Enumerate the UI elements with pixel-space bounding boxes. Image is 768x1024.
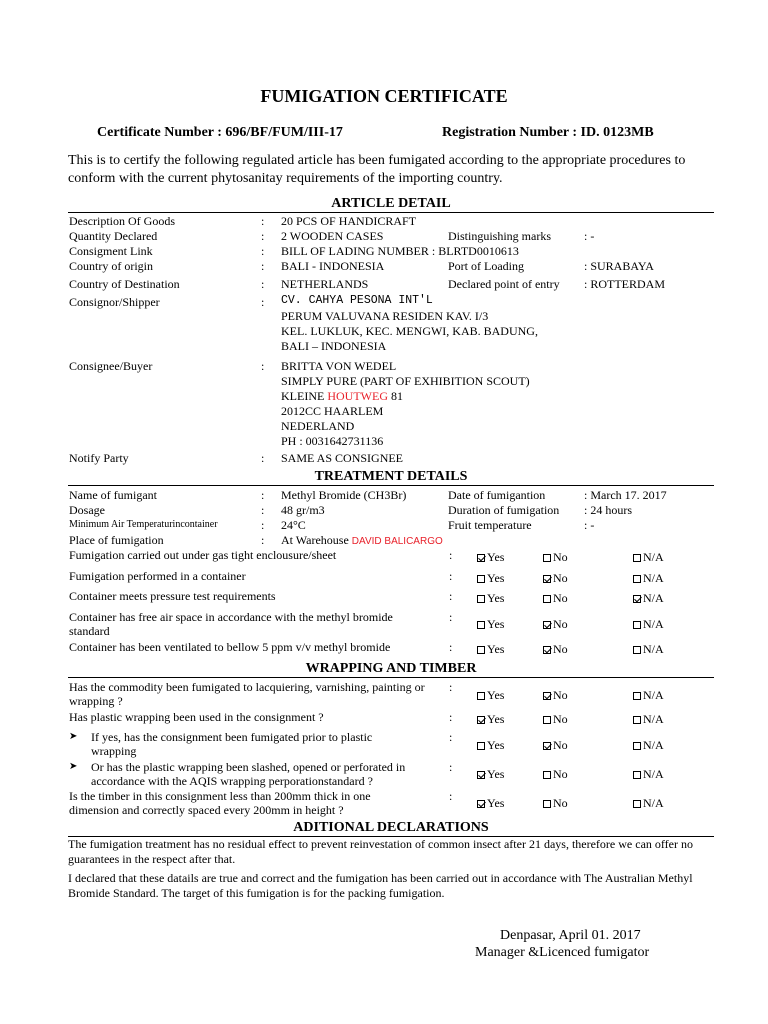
duration-label: Duration of fumigation	[448, 503, 560, 517]
origin-label: Country of origin	[69, 259, 153, 273]
option-label: N/A	[643, 591, 664, 605]
option-label: Yes	[487, 617, 505, 631]
divider	[68, 677, 714, 678]
colon: :	[261, 214, 265, 228]
option-label: No	[553, 571, 568, 585]
arrow-bullet-icon: ➤	[69, 761, 78, 772]
consignor-line: KEL. LUKLUK, KEC. MENGWI, KAB. BADUNG,	[281, 324, 538, 338]
certificate-title: FUMIGATION CERTIFICATE	[260, 86, 508, 106]
checkbox-icon	[477, 595, 485, 603]
option-label: Yes	[487, 571, 505, 585]
option-label: Yes	[487, 591, 505, 605]
option-no[interactable]	[543, 591, 568, 606]
marks-value: : -	[584, 229, 595, 243]
registration-number: Registration Number : ID. 0123MB	[442, 125, 654, 140]
destination-label: Country of Destination	[69, 277, 180, 291]
entry-label: Declared point of entry	[448, 277, 560, 291]
option-label: N/A	[643, 617, 664, 631]
declaration-text: The fumigation treatment has no residual effect to prevent reinvestation of common insect after 21 days, therefore we can offer no guarantees in the respect after that.	[68, 837, 693, 866]
option-label: Yes	[487, 550, 505, 564]
consignee-street-c: 81	[387, 389, 403, 403]
checkbox-icon	[543, 800, 551, 808]
description-label: Description Of Goods	[69, 214, 175, 228]
consignee-street-a: KLEINE	[281, 389, 328, 403]
consignee-line: BRITTA VON WEDEL	[281, 359, 397, 373]
option-na[interactable]	[633, 712, 664, 727]
option-na[interactable]	[633, 591, 664, 606]
duration-value: : 24 hours	[584, 503, 632, 517]
consignee-line	[281, 389, 403, 404]
certificate-number: Certificate Number : 696/BF/FUM/III-17	[97, 125, 343, 140]
checkbox-icon	[543, 716, 551, 724]
option-label: No	[553, 617, 568, 631]
destination-value: NETHERLANDS	[281, 277, 369, 291]
checkbox-icon	[477, 742, 485, 750]
consignee-line: SIMPLY PURE (PART OF EXHIBITION SCOUT)	[281, 374, 530, 388]
option-no[interactable]	[543, 617, 568, 632]
checkbox-icon	[477, 621, 485, 629]
checkbox-icon	[633, 800, 641, 808]
question-text: Container has been ventilated to bellow 5 ppm v/v methyl bromide	[69, 640, 391, 654]
checkbox-icon	[633, 771, 641, 779]
place-label: Place of fumigation	[69, 533, 164, 547]
option-na[interactable]	[633, 617, 664, 632]
checked-box-icon	[543, 621, 551, 629]
option-no[interactable]	[543, 571, 568, 586]
option-label: N/A	[643, 712, 664, 726]
consignor-label: Consignor/Shipper	[69, 295, 160, 309]
fruit-temperature-label: Fruit temperature	[448, 518, 532, 532]
colon: :	[261, 503, 265, 517]
signatory-title: Manager &Licenced fumigator	[475, 945, 650, 960]
option-label: Yes	[487, 712, 505, 726]
checkbox-icon	[477, 575, 485, 583]
colon: :	[449, 640, 453, 654]
question-text: Fumigation carried out under gas tight enclousure/sheet	[69, 548, 337, 562]
option-label: Yes	[487, 767, 505, 781]
place-value	[281, 533, 443, 548]
option-label: N/A	[643, 738, 664, 752]
checkbox-icon	[633, 646, 641, 654]
option-yes[interactable]	[477, 642, 504, 657]
checked-box-icon	[543, 692, 551, 700]
colon: :	[449, 589, 453, 603]
option-na[interactable]	[633, 767, 664, 782]
origin-value: BALI - INDONESIA	[281, 259, 385, 273]
option-yes[interactable]	[477, 571, 504, 586]
notify-label: Notify Party	[69, 451, 129, 465]
consignor-line: BALI – INDONESIA	[281, 339, 387, 353]
checkbox-icon	[543, 554, 551, 562]
checkbox-icon	[633, 692, 641, 700]
option-na[interactable]	[633, 571, 664, 586]
question-text: Has plastic wrapping been used in the consignment ?	[69, 710, 324, 724]
colon: :	[449, 789, 453, 803]
question-text: Has the commodity been fumigated to lacquiering, varnishing, painting or wrapping ?	[69, 680, 425, 708]
colon: :	[261, 295, 265, 309]
temperature-label: Minimum Air Temperaturincontainer	[69, 519, 218, 530]
option-label: No	[553, 796, 568, 810]
option-yes[interactable]	[477, 767, 504, 782]
question-text: If yes, has the consignment been fumigated prior to plastic wrapping	[91, 730, 373, 758]
description-value: 20 PCS OF HANDICRAFT	[281, 214, 417, 228]
option-label: N/A	[643, 767, 664, 781]
date-label: Date of fumigantion	[448, 488, 546, 502]
option-no[interactable]	[543, 642, 568, 657]
option-na[interactable]	[633, 688, 664, 703]
question-text: Is the timber in this consignment less than 200mm thick in one dimension and correctly spaced every 200mm in height ?	[69, 789, 371, 817]
checkbox-icon	[633, 554, 641, 562]
temperature-value: 24°C	[281, 518, 306, 532]
option-no[interactable]	[543, 767, 568, 782]
colon: :	[261, 244, 265, 258]
checkbox-icon	[633, 716, 641, 724]
option-na[interactable]	[633, 550, 664, 565]
checkbox-icon	[477, 692, 485, 700]
place-and-date: Denpasar, April 01. 2017	[500, 928, 641, 943]
option-yes[interactable]	[477, 712, 504, 727]
checkbox-icon	[633, 575, 641, 583]
consignee-street-highlight: HOUTWEG	[327, 389, 388, 403]
section-article-detail: ARTICLE DETAIL	[331, 196, 451, 211]
option-yes[interactable]	[477, 550, 504, 565]
colon: :	[261, 518, 265, 532]
question-text: Container meets pressure test requirements	[69, 589, 276, 603]
question-text: Fumigation performed in a container	[69, 569, 246, 583]
fumigant-value: Methyl Bromide (CH3Br)	[281, 488, 407, 502]
checked-box-icon	[477, 771, 485, 779]
consignee-line: PH : 0031642731136	[281, 434, 384, 448]
checked-box-icon	[633, 595, 641, 603]
colon: :	[449, 760, 453, 774]
link-label: Consigment Link	[69, 244, 153, 258]
colon: :	[261, 359, 265, 373]
date-value: : March 17. 2017	[584, 488, 667, 502]
option-label: N/A	[643, 796, 664, 810]
option-no[interactable]	[543, 712, 568, 727]
link-value: BILL OF LADING NUMBER : BLRTD0010613	[281, 244, 519, 258]
option-yes[interactable]	[477, 617, 504, 632]
declaration-text: I declared that these datails are true and correct and the fumigation has been carried out in accordance with The Australian Methyl Bromide Standard. The target of this fumigation is for the packing fumigation.	[68, 871, 693, 900]
option-label: No	[553, 688, 568, 702]
colon: :	[449, 710, 453, 724]
option-na[interactable]	[633, 642, 664, 657]
option-yes[interactable]	[477, 688, 504, 703]
marks-label: Distinguishing marks	[448, 229, 552, 243]
option-label: No	[553, 550, 568, 564]
colon: :	[261, 451, 265, 465]
checked-box-icon	[477, 554, 485, 562]
option-no[interactable]	[543, 688, 568, 703]
section-wrapping-timber: WRAPPING AND TIMBER	[305, 661, 477, 676]
intro-text: This is to certify the following regulated article has been fumigated according to the appropriate procedures to conform with the current phytosanitay requirements of the importing country.	[68, 153, 686, 186]
colon: :	[261, 488, 265, 502]
option-label: Yes	[487, 688, 505, 702]
checked-box-icon	[543, 646, 551, 654]
option-label: Yes	[487, 796, 505, 810]
consignee-line: NEDERLAND	[281, 419, 355, 433]
divider	[68, 485, 714, 486]
dosage-label: Dosage	[69, 503, 105, 517]
colon: :	[449, 548, 453, 562]
option-label: No	[553, 591, 568, 605]
checked-box-icon	[543, 575, 551, 583]
colon: :	[261, 229, 265, 243]
option-label: Yes	[487, 642, 505, 656]
place-warehouse-name: DAVID BALICARGO	[351, 536, 443, 547]
loading-label: Port of Loading	[448, 259, 524, 273]
option-label: N/A	[643, 688, 664, 702]
section-treatment-details: TREATMENT DETAILS	[314, 469, 468, 484]
colon: :	[261, 259, 265, 273]
option-no[interactable]	[543, 550, 568, 565]
consignor-line: PERUM VALUVANA RESIDEN KAV. I/3	[281, 309, 489, 323]
option-label: Yes	[487, 738, 505, 752]
checked-box-icon	[477, 800, 485, 808]
question-text: Or has the plastic wrapping been slashed, opened or perforated in accordance with the AQIS wrapping perporationstandard ?	[91, 760, 406, 788]
arrow-bullet-icon: ➤	[69, 731, 78, 742]
quantity-label: Quantity Declared	[69, 229, 158, 243]
option-yes[interactable]	[477, 738, 504, 753]
option-label: N/A	[643, 642, 664, 656]
dosage-value: 48 gr/m3	[281, 503, 325, 517]
option-label: No	[553, 712, 568, 726]
fumigant-label: Name of fumigant	[69, 488, 157, 502]
consignor-line: CV. CAHYA PESONA INT'L	[281, 294, 433, 307]
colon: :	[261, 533, 265, 547]
checkbox-icon	[543, 595, 551, 603]
notify-value: SAME AS CONSIGNEE	[281, 451, 404, 465]
option-no[interactable]	[543, 796, 568, 811]
option-no[interactable]	[543, 738, 568, 753]
option-na[interactable]	[633, 796, 664, 811]
colon: :	[449, 569, 453, 583]
divider	[68, 212, 714, 213]
checkbox-icon	[633, 621, 641, 629]
entry-value: : ROTTERDAM	[584, 277, 665, 291]
option-yes[interactable]	[477, 591, 504, 606]
checked-box-icon	[477, 716, 485, 724]
option-label: No	[553, 738, 568, 752]
checked-box-icon	[543, 742, 551, 750]
checkbox-icon	[633, 742, 641, 750]
consignee-label: Consignee/Buyer	[69, 359, 153, 373]
fruit-temperature-value: : -	[584, 518, 595, 532]
checkbox-icon	[477, 646, 485, 654]
colon: :	[449, 680, 453, 694]
colon: :	[449, 610, 453, 624]
option-label: N/A	[643, 571, 664, 585]
option-yes[interactable]	[477, 796, 504, 811]
colon: :	[449, 730, 453, 744]
checkbox-icon	[543, 771, 551, 779]
option-label: N/A	[643, 550, 664, 564]
option-label: No	[553, 642, 568, 656]
question-text: Container has free air space in accordance with the methyl bromide standard	[69, 610, 393, 638]
colon: :	[261, 277, 265, 291]
section-additional-declarations: ADITIONAL DECLARATIONS	[293, 820, 489, 835]
loading-value: : SURABAYA	[584, 259, 654, 273]
consignee-line: 2012CC HAARLEM	[281, 404, 384, 418]
option-na[interactable]	[633, 738, 664, 753]
option-label: No	[553, 767, 568, 781]
quantity-value: 2 WOODEN CASES	[281, 229, 384, 243]
place-value-prefix: At Warehouse	[281, 533, 352, 547]
